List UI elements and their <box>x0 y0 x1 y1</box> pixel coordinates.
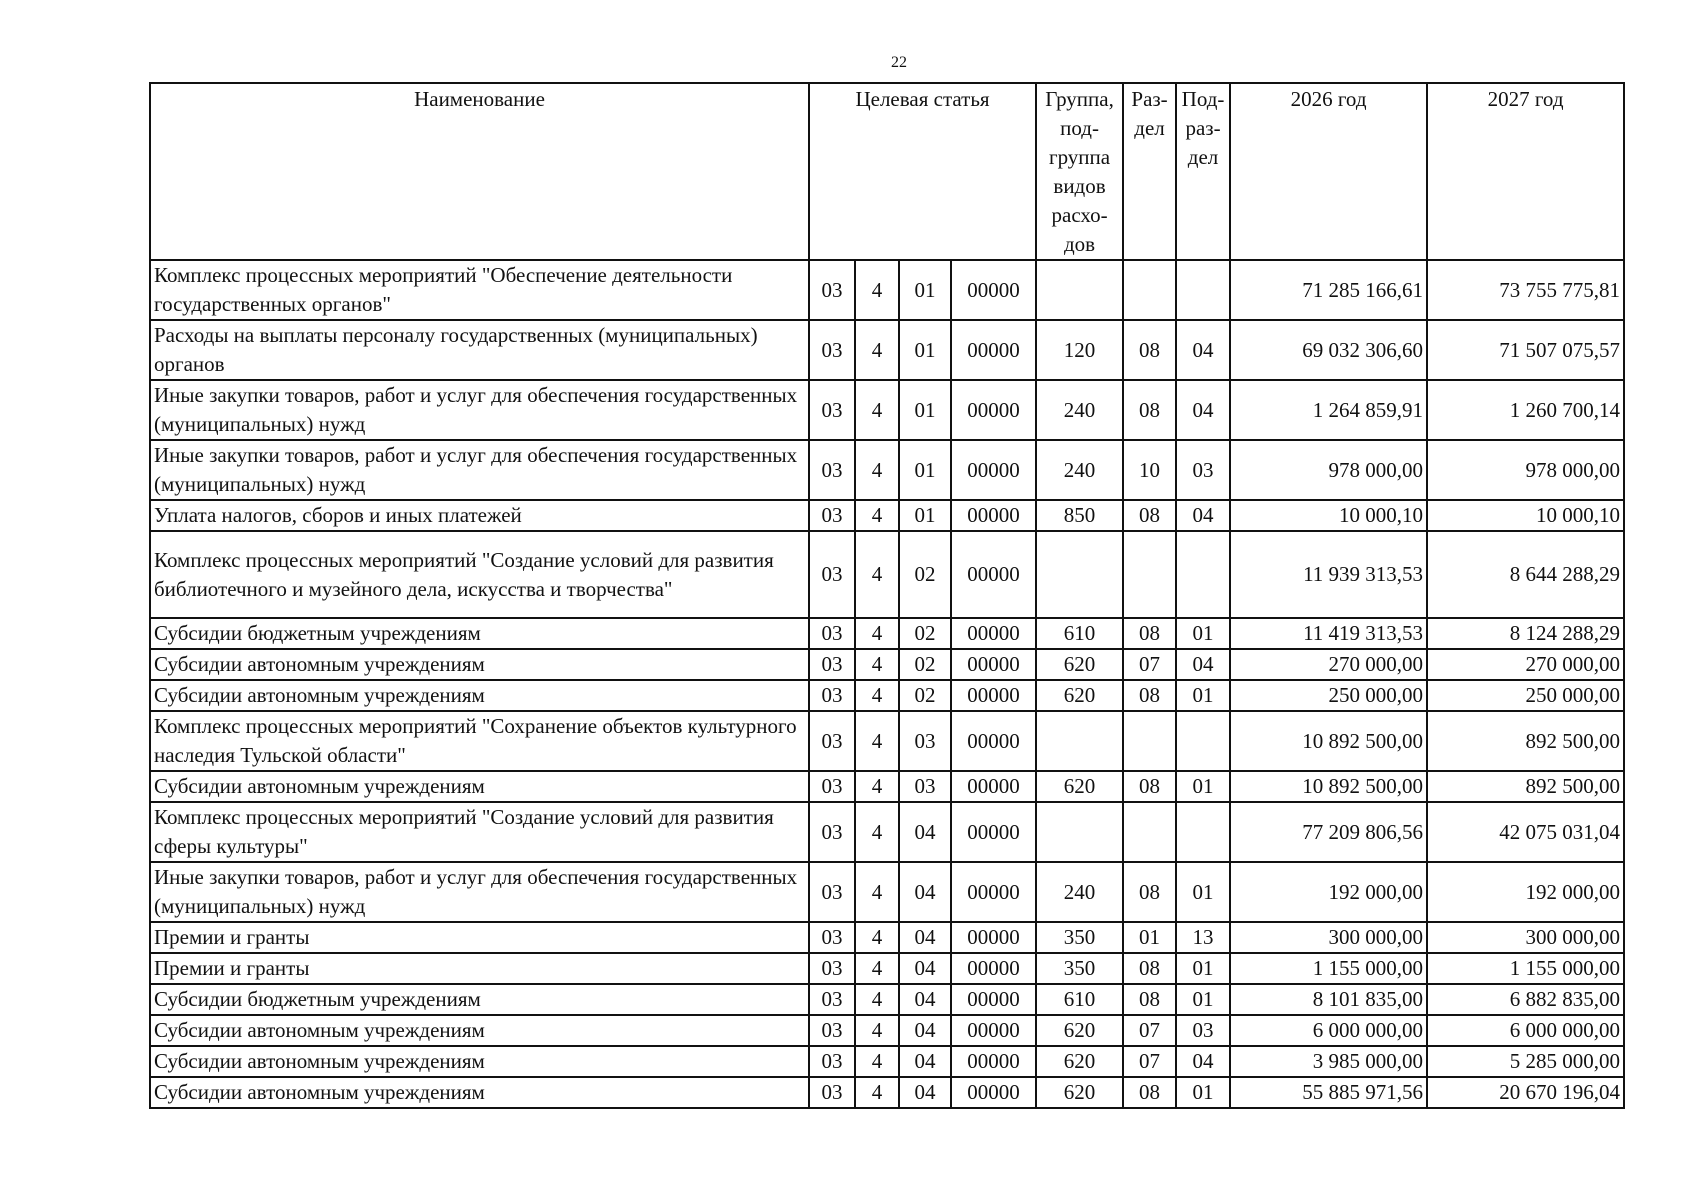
cell-name: Комплекс процессных мероприятий "Создание условий для развития сферы культуры" <box>150 802 809 862</box>
cell-target-program: 03 <box>809 984 855 1015</box>
cell-target-complex: 03 <box>899 711 951 771</box>
cell-name: Расходы на выплаты персоналу государственных (муниципальных) органов <box>150 320 809 380</box>
cell-target-direction: 00000 <box>951 953 1036 984</box>
table-row <box>150 802 1624 862</box>
cell-target-type: 4 <box>855 771 899 802</box>
header-target-article: Целевая статья <box>809 83 1036 260</box>
cell-group: 620 <box>1036 1015 1123 1046</box>
cell-2026: 55 885 971,56 <box>1230 1077 1427 1108</box>
table-row <box>150 680 1624 711</box>
cell-2026: 978 000,00 <box>1230 440 1427 500</box>
cell-2027: 250 000,00 <box>1427 680 1624 711</box>
cell-subsection: 01 <box>1176 984 1230 1015</box>
cell-2026: 11 939 313,53 <box>1230 531 1427 618</box>
table-row <box>150 984 1624 1015</box>
cell-target-program: 03 <box>809 1046 855 1077</box>
cell-section: 08 <box>1123 320 1176 380</box>
cell-subsection: 04 <box>1176 380 1230 440</box>
cell-target-type: 4 <box>855 984 899 1015</box>
cell-2026: 11 419 313,53 <box>1230 618 1427 649</box>
cell-target-program: 03 <box>809 649 855 680</box>
table-row <box>150 531 1624 618</box>
cell-2026: 192 000,00 <box>1230 862 1427 922</box>
cell-target-type: 4 <box>855 649 899 680</box>
table-row <box>150 862 1624 922</box>
table-row <box>150 320 1624 380</box>
table-row <box>150 440 1624 500</box>
cell-target-direction: 00000 <box>951 440 1036 500</box>
cell-target-type: 4 <box>855 802 899 862</box>
cell-name: Комплекс процессных мероприятий "Обеспечение деятельности государственных органов" <box>150 260 809 320</box>
cell-target-type: 4 <box>855 531 899 618</box>
cell-target-direction: 00000 <box>951 711 1036 771</box>
header-2026: 2026 год <box>1230 83 1427 260</box>
cell-target-direction: 00000 <box>951 1077 1036 1108</box>
cell-target-complex: 04 <box>899 1077 951 1108</box>
cell-name: Иные закупки товаров, работ и услуг для обеспечения государственных (муниципальных) нужд <box>150 862 809 922</box>
cell-group <box>1036 711 1123 771</box>
cell-target-program: 03 <box>809 862 855 922</box>
header-section: Раз- дел <box>1123 83 1176 260</box>
cell-section <box>1123 802 1176 862</box>
cell-section: 07 <box>1123 649 1176 680</box>
table-row <box>150 1015 1624 1046</box>
cell-target-complex: 01 <box>899 500 951 531</box>
cell-name: Комплекс процессных мероприятий "Сохранение объектов культурного наследия Тульской области" <box>150 711 809 771</box>
table-row <box>150 380 1624 440</box>
cell-target-direction: 00000 <box>951 802 1036 862</box>
cell-target-complex: 04 <box>899 1046 951 1077</box>
cell-2026: 1 264 859,91 <box>1230 380 1427 440</box>
cell-subsection: 01 <box>1176 862 1230 922</box>
cell-subsection <box>1176 260 1230 320</box>
table-row <box>150 500 1624 531</box>
cell-target-direction: 00000 <box>951 380 1036 440</box>
cell-target-complex: 04 <box>899 862 951 922</box>
cell-target-type: 4 <box>855 380 899 440</box>
cell-2027: 6 882 835,00 <box>1427 984 1624 1015</box>
table-row <box>150 922 1624 953</box>
cell-section: 08 <box>1123 500 1176 531</box>
cell-2027: 8 644 288,29 <box>1427 531 1624 618</box>
table-row <box>150 771 1624 802</box>
cell-section: 08 <box>1123 953 1176 984</box>
cell-subsection <box>1176 802 1230 862</box>
cell-2026: 71 285 166,61 <box>1230 260 1427 320</box>
cell-subsection: 01 <box>1176 618 1230 649</box>
cell-2027: 8 124 288,29 <box>1427 618 1624 649</box>
cell-target-direction: 00000 <box>951 771 1036 802</box>
cell-target-program: 03 <box>809 1015 855 1046</box>
cell-target-type: 4 <box>855 500 899 531</box>
cell-group: 240 <box>1036 380 1123 440</box>
cell-section <box>1123 531 1176 618</box>
cell-target-direction: 00000 <box>951 862 1036 922</box>
table-header-row <box>150 83 1624 260</box>
cell-2027: 892 500,00 <box>1427 771 1624 802</box>
cell-group: 850 <box>1036 500 1123 531</box>
cell-target-direction: 00000 <box>951 260 1036 320</box>
cell-name: Иные закупки товаров, работ и услуг для обеспечения государственных (муниципальных) нужд <box>150 380 809 440</box>
cell-target-complex: 04 <box>899 984 951 1015</box>
cell-target-direction: 00000 <box>951 1046 1036 1077</box>
cell-group: 610 <box>1036 618 1123 649</box>
cell-2026: 77 209 806,56 <box>1230 802 1427 862</box>
cell-target-type: 4 <box>855 1015 899 1046</box>
cell-target-complex: 02 <box>899 680 951 711</box>
table-row <box>150 649 1624 680</box>
cell-section: 07 <box>1123 1046 1176 1077</box>
cell-target-type: 4 <box>855 922 899 953</box>
cell-target-complex: 02 <box>899 649 951 680</box>
cell-target-complex: 01 <box>899 260 951 320</box>
cell-2027: 270 000,00 <box>1427 649 1624 680</box>
cell-2026: 69 032 306,60 <box>1230 320 1427 380</box>
cell-section: 08 <box>1123 771 1176 802</box>
table-body <box>150 260 1624 1108</box>
header-subsection: Под- раз- дел <box>1176 83 1230 260</box>
cell-target-type: 4 <box>855 1077 899 1108</box>
cell-name: Субсидии автономным учреждениям <box>150 771 809 802</box>
cell-name: Субсидии автономным учреждениям <box>150 1015 809 1046</box>
cell-group: 620 <box>1036 1077 1123 1108</box>
cell-2026: 250 000,00 <box>1230 680 1427 711</box>
cell-section: 08 <box>1123 1077 1176 1108</box>
cell-target-type: 4 <box>855 1046 899 1077</box>
cell-2027: 5 285 000,00 <box>1427 1046 1624 1077</box>
cell-section: 08 <box>1123 862 1176 922</box>
budget-table <box>149 82 1625 1109</box>
cell-target-program: 03 <box>809 440 855 500</box>
cell-section: 07 <box>1123 1015 1176 1046</box>
cell-2027: 300 000,00 <box>1427 922 1624 953</box>
cell-name: Субсидии автономным учреждениям <box>150 680 809 711</box>
cell-target-type: 4 <box>855 711 899 771</box>
cell-name: Субсидии автономным учреждениям <box>150 1077 809 1108</box>
cell-target-complex: 04 <box>899 922 951 953</box>
page-number: 22 <box>891 54 907 71</box>
cell-subsection <box>1176 531 1230 618</box>
cell-section: 08 <box>1123 680 1176 711</box>
cell-target-type: 4 <box>855 680 899 711</box>
cell-group: 610 <box>1036 984 1123 1015</box>
cell-section: 08 <box>1123 380 1176 440</box>
cell-target-program: 03 <box>809 320 855 380</box>
table-row <box>150 260 1624 320</box>
cell-target-complex: 01 <box>899 380 951 440</box>
cell-name: Субсидии автономным учреждениям <box>150 1046 809 1077</box>
cell-2027: 42 075 031,04 <box>1427 802 1624 862</box>
cell-section: 08 <box>1123 618 1176 649</box>
cell-2027: 10 000,10 <box>1427 500 1624 531</box>
cell-target-type: 4 <box>855 953 899 984</box>
cell-target-complex: 02 <box>899 618 951 649</box>
table-row <box>150 1077 1624 1108</box>
cell-target-type: 4 <box>855 260 899 320</box>
cell-target-direction: 00000 <box>951 984 1036 1015</box>
cell-target-type: 4 <box>855 862 899 922</box>
cell-target-program: 03 <box>809 500 855 531</box>
cell-target-program: 03 <box>809 1077 855 1108</box>
cell-2026: 300 000,00 <box>1230 922 1427 953</box>
cell-group: 620 <box>1036 1046 1123 1077</box>
cell-name: Субсидии автономным учреждениям <box>150 649 809 680</box>
cell-section: 01 <box>1123 922 1176 953</box>
cell-2026: 10 000,10 <box>1230 500 1427 531</box>
cell-subsection: 04 <box>1176 649 1230 680</box>
cell-subsection: 01 <box>1176 771 1230 802</box>
cell-2027: 1 155 000,00 <box>1427 953 1624 984</box>
cell-target-direction: 00000 <box>951 680 1036 711</box>
cell-group: 120 <box>1036 320 1123 380</box>
cell-target-direction: 00000 <box>951 922 1036 953</box>
header-name: Наименование <box>150 83 809 260</box>
cell-group <box>1036 531 1123 618</box>
cell-2026: 8 101 835,00 <box>1230 984 1427 1015</box>
cell-target-program: 03 <box>809 953 855 984</box>
cell-group: 240 <box>1036 440 1123 500</box>
cell-target-direction: 00000 <box>951 1015 1036 1046</box>
cell-section: 08 <box>1123 984 1176 1015</box>
cell-target-program: 03 <box>809 380 855 440</box>
cell-2027: 1 260 700,14 <box>1427 380 1624 440</box>
table-row <box>150 618 1624 649</box>
cell-group: 240 <box>1036 862 1123 922</box>
cell-subsection: 03 <box>1176 440 1230 500</box>
cell-name: Субсидии бюджетным учреждениям <box>150 984 809 1015</box>
cell-target-program: 03 <box>809 260 855 320</box>
cell-name: Комплекс процессных мероприятий "Создание условий для развития библиотечного и музейного дела, искусства и творчества" <box>150 531 809 618</box>
cell-group: 350 <box>1036 922 1123 953</box>
cell-group: 350 <box>1036 953 1123 984</box>
cell-2027: 6 000 000,00 <box>1427 1015 1624 1046</box>
cell-target-complex: 01 <box>899 320 951 380</box>
cell-2026: 1 155 000,00 <box>1230 953 1427 984</box>
cell-group: 620 <box>1036 771 1123 802</box>
header-group: Группа, под- группа видов расхо- дов <box>1036 83 1123 260</box>
cell-target-program: 03 <box>809 771 855 802</box>
cell-section <box>1123 260 1176 320</box>
cell-group: 620 <box>1036 649 1123 680</box>
cell-subsection: 13 <box>1176 922 1230 953</box>
cell-group: 620 <box>1036 680 1123 711</box>
cell-name: Субсидии бюджетным учреждениям <box>150 618 809 649</box>
cell-target-type: 4 <box>855 320 899 380</box>
cell-subsection: 04 <box>1176 320 1230 380</box>
cell-group <box>1036 260 1123 320</box>
cell-target-direction: 00000 <box>951 618 1036 649</box>
cell-2026: 10 892 500,00 <box>1230 771 1427 802</box>
cell-target-direction: 00000 <box>951 531 1036 618</box>
cell-2026: 6 000 000,00 <box>1230 1015 1427 1046</box>
cell-name: Иные закупки товаров, работ и услуг для обеспечения государственных (муниципальных) нужд <box>150 440 809 500</box>
cell-target-program: 03 <box>809 802 855 862</box>
cell-target-direction: 00000 <box>951 320 1036 380</box>
header-2027: 2027 год <box>1427 83 1624 260</box>
table-row <box>150 1046 1624 1077</box>
cell-subsection: 03 <box>1176 1015 1230 1046</box>
cell-name: Уплата налогов, сборов и иных платежей <box>150 500 809 531</box>
cell-subsection: 04 <box>1176 1046 1230 1077</box>
cell-2026: 3 985 000,00 <box>1230 1046 1427 1077</box>
cell-target-direction: 00000 <box>951 649 1036 680</box>
table-row <box>150 953 1624 984</box>
cell-target-direction: 00000 <box>951 500 1036 531</box>
table-row <box>150 711 1624 771</box>
cell-target-complex: 01 <box>899 440 951 500</box>
cell-2027: 978 000,00 <box>1427 440 1624 500</box>
cell-subsection: 01 <box>1176 1077 1230 1108</box>
cell-2026: 270 000,00 <box>1230 649 1427 680</box>
cell-subsection: 01 <box>1176 680 1230 711</box>
cell-2027: 20 670 196,04 <box>1427 1077 1624 1108</box>
cell-target-program: 03 <box>809 922 855 953</box>
cell-subsection <box>1176 711 1230 771</box>
cell-2026: 10 892 500,00 <box>1230 711 1427 771</box>
cell-target-program: 03 <box>809 618 855 649</box>
cell-name: Премии и гранты <box>150 953 809 984</box>
cell-name: Премии и гранты <box>150 922 809 953</box>
cell-2027: 73 755 775,81 <box>1427 260 1624 320</box>
cell-target-program: 03 <box>809 531 855 618</box>
cell-target-program: 03 <box>809 711 855 771</box>
cell-section <box>1123 711 1176 771</box>
cell-2027: 192 000,00 <box>1427 862 1624 922</box>
cell-2027: 892 500,00 <box>1427 711 1624 771</box>
cell-target-complex: 04 <box>899 802 951 862</box>
cell-subsection: 04 <box>1176 500 1230 531</box>
cell-section: 10 <box>1123 440 1176 500</box>
cell-target-complex: 02 <box>899 531 951 618</box>
cell-target-program: 03 <box>809 680 855 711</box>
cell-target-complex: 03 <box>899 771 951 802</box>
cell-target-type: 4 <box>855 440 899 500</box>
cell-2027: 71 507 075,57 <box>1427 320 1624 380</box>
cell-target-complex: 04 <box>899 1015 951 1046</box>
cell-group <box>1036 802 1123 862</box>
cell-target-complex: 04 <box>899 953 951 984</box>
cell-subsection: 01 <box>1176 953 1230 984</box>
cell-target-type: 4 <box>855 618 899 649</box>
